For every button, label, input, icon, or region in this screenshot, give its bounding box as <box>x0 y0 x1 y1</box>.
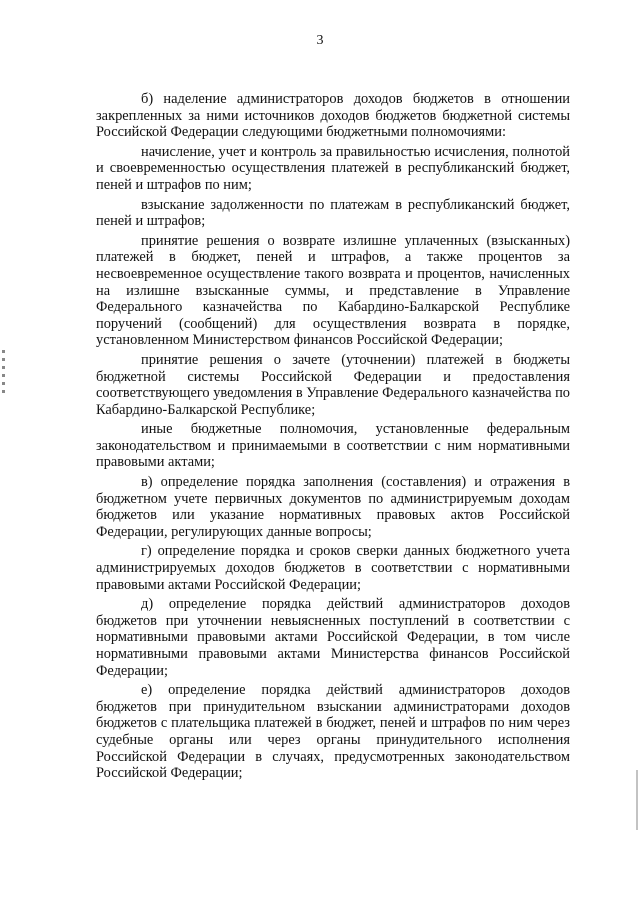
paragraph-d: д) определение порядка действий администраторов доходов бюджетов при уточнении невыясненных поступлений в соответствии с нормативными правовыми актами Российской Федерации, в том числе нормативными правовыми актами Министерства финансов Российской Федерации; <box>96 596 570 679</box>
paragraph-g: г) определение порядка и сроков сверки данных бюджетного учета администрируемых доходов бюджетов в соответствии с нормативными правовыми актами Российской Федерации; <box>96 543 570 593</box>
paragraph-v: в) определение порядка заполнения (составления) и отражения в бюджетном учете первичных документов по администрируемым доходам бюджетов или указание нормативных правовых актов Российской Федерации, регулирующих данные вопросы; <box>96 474 570 540</box>
paragraph-debt-recovery: взыскание задолженности по платежам в республиканский бюджет, пеней и штрафов; <box>96 196 570 230</box>
margin-scan-mark <box>2 350 5 398</box>
paragraph-accrual: начисление, учет и контроль за правильностью исчисления, полнотой и своевременностью осуществления платежей в республиканский бюджет, пеней и штрафов по ним; <box>96 143 570 193</box>
paragraph-offset-decision: принятие решения о зачете (уточнении) платежей в бюджеты бюджетной системы Российской Федерации и предоставления соответствующего уведомления в Управление Федерального казначейства по Кабардино-Балкарской Республике; <box>96 351 570 418</box>
right-edge-scan-mark <box>636 770 638 830</box>
page-number: 3 <box>316 33 324 48</box>
paragraph-e: е) определение порядка действий администраторов доходов бюджетов при принудительном взыскании администраторами доходов бюджетов с плательщика платежей в бюджет, пеней и штрафов по ним через судебные органы или через органы принудительного исполнения Российской Федерации в случаях, предусмотренных законодательством Российской Федерации; <box>96 682 570 782</box>
paragraph-other-powers: иные бюджетные полномочия, установленные федеральным законодательством и принимаемыми в соответствии с ним нормативными правовыми актами; <box>96 421 570 471</box>
paragraph-b: б) наделение администраторов доходов бюджетов в отношении закрепленных за ними источников доходов бюджетов бюджетной системы Российской Федерации следующими бюджетными полномочиями: <box>96 91 570 141</box>
document-body <box>96 91 570 782</box>
paragraph-refund-decision: принятие решения о возврате излишне уплаченных (взысканных) платежей в бюджет, пеней и штрафов, а также процентов за несвоевременное осуществление такого возврата и процентов, начисленных на излишне взысканные суммы, и представление в Управление Федерального казначейства по Кабардино-Балкарской Республике поручений (сообщений) для осуществления возврата в порядке, установленном Министерством финансов Российской Федерации; <box>96 232 570 349</box>
